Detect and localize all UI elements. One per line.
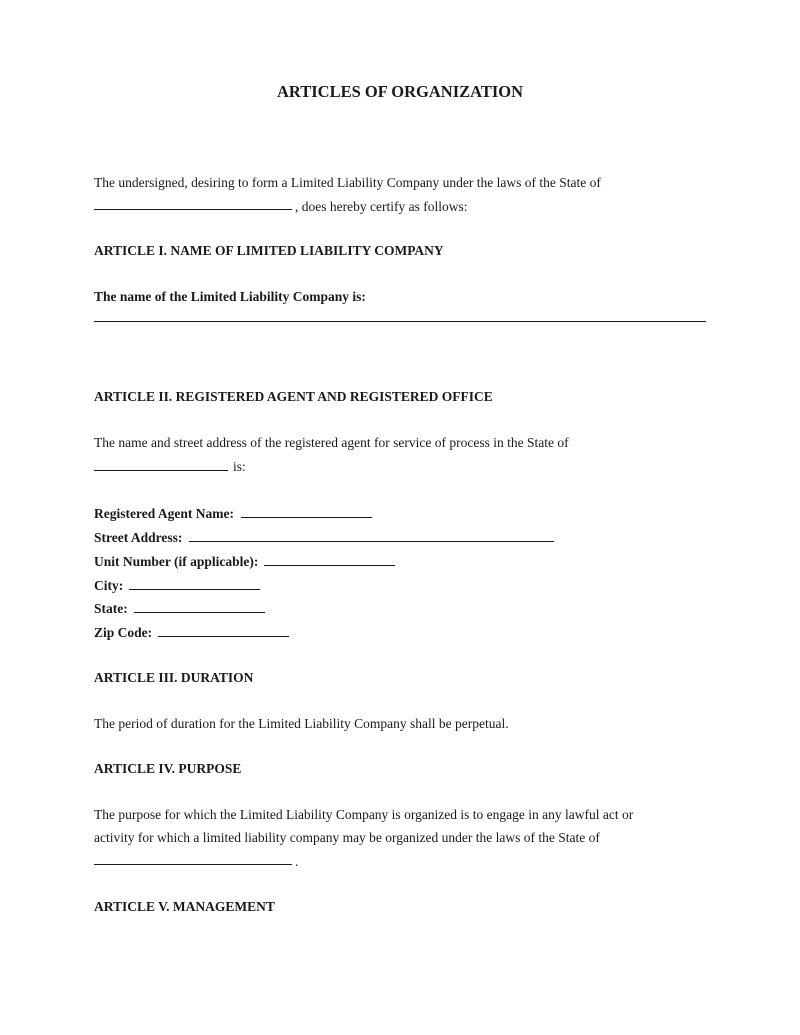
agent-intro-line2: is: [233, 459, 246, 474]
company-name-blank-line[interactable] [94, 321, 706, 322]
state-field [94, 600, 265, 617]
agent-name-label: Registered Agent Name: [94, 506, 234, 521]
state-blank-line[interactable] [94, 209, 292, 210]
article-1-heading: ARTICLE I. NAME OF LIMITED LIABILITY COMPANY [94, 243, 444, 258]
street-address-blank[interactable] [189, 529, 554, 542]
state-label: State: [94, 601, 128, 616]
article-5-heading: ARTICLE V. MANAGEMENT [94, 899, 275, 914]
zip-code-blank[interactable] [158, 624, 289, 637]
intro-text-line1: The undersigned, desiring to form a Limited Liability Company under the laws of the State of [94, 175, 601, 190]
street-address-field [94, 529, 554, 546]
unit-number-field [94, 553, 395, 570]
purpose-state-blank-line[interactable] [94, 864, 292, 865]
state-blank[interactable] [134, 600, 265, 613]
city-label: City: [94, 578, 124, 593]
city-field [94, 577, 260, 594]
unit-number-label: Unit Number (if applicable): [94, 554, 259, 569]
article-2-heading: ARTICLE II. REGISTERED AGENT AND REGISTERED OFFICE [94, 389, 493, 404]
article-4-heading: ARTICLE IV. PURPOSE [94, 761, 242, 776]
agent-state-blank-line[interactable] [94, 470, 228, 471]
zip-code-field [94, 624, 289, 641]
purpose-text-line1: The purpose for which the Limited Liability Company is organized is to engage in any lawful act or [94, 807, 634, 822]
city-blank[interactable] [129, 577, 260, 590]
article-3-heading: ARTICLE III. DURATION [94, 670, 254, 685]
agent-name-field [94, 505, 372, 522]
purpose-text-line3: . [295, 854, 299, 869]
unit-number-blank[interactable] [264, 553, 395, 566]
street-address-label: Street Address: [94, 530, 183, 545]
document-title: ARTICLES OF ORGANIZATION [276, 82, 524, 101]
agent-name-blank[interactable] [241, 505, 372, 518]
duration-text: The period of duration for the Limited Liability Company shall be perpetual. [94, 716, 509, 731]
intro-text-line2: , does hereby certify as follows: [295, 199, 468, 214]
company-name-label: The name of the Limited Liability Company is: [94, 289, 366, 304]
zip-code-label: Zip Code: [94, 625, 153, 640]
purpose-text-line2: activity for which a limited liability company may be organized under the laws of the State of [94, 830, 600, 845]
agent-intro-line1: The name and street address of the registered agent for service of process in the State of [94, 435, 569, 450]
